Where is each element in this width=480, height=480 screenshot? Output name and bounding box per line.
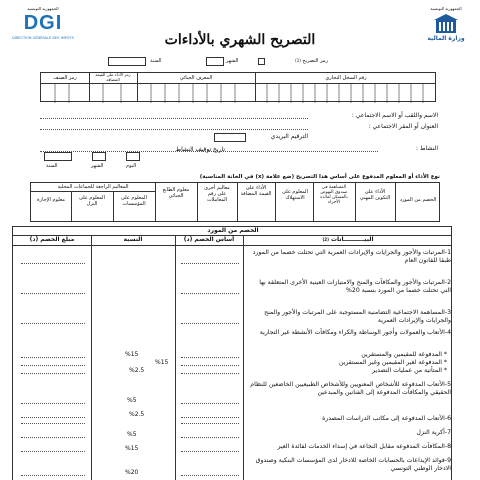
stop-month-label: الشهر [91, 163, 104, 169]
row-number: 2 [447, 279, 451, 286]
category-code-label: رمز الصنف [53, 75, 77, 81]
tax-col-divider [237, 183, 238, 221]
row-description: الأتعاب والعمولات وأجور الوساطة والكراء ومكافآت الأنشطة غير التجارية [259, 329, 445, 336]
base-field-9[interactable] [181, 475, 239, 476]
row-number: 8 [447, 443, 451, 450]
base-field-7[interactable] [181, 437, 239, 438]
amount-field-8[interactable] [21, 451, 85, 452]
tax-col-divider [355, 183, 356, 221]
withholding-row-6: 6-الأتعاب المدفوعة إلى مكاتب الدراسات المصدرة [322, 415, 451, 422]
year-label: السنة [150, 58, 162, 64]
tax-col-divider [395, 183, 396, 221]
col-base: أساس الخصم (د) [183, 236, 235, 243]
base-field-4c[interactable] [181, 373, 239, 374]
dgi-logo-block [8, 6, 78, 46]
rate-7: %5 [127, 431, 137, 438]
withholding-row-3: 3-المساهمة الاجتماعية التضامنية المستوجبة على المرتبات والأجور والمنح والجرايات والإيرادات العمرية [264, 309, 451, 324]
id-table-grid [41, 83, 437, 103]
vat-code-label: رمز الأداء على القيمة المضافة [95, 72, 131, 82]
row-description: المرتبات والأجور والجرايات والإيرادات العمرية التي تحتلت خصما من المورد طبقا للقانون العام [252, 249, 451, 264]
tax-id-label: المعرف الجبائي [179, 75, 213, 81]
stop-day-label: اليوم [126, 163, 137, 169]
col-description [245, 237, 451, 243]
tax-col-divider [313, 183, 314, 221]
tax-type-table [30, 182, 440, 222]
tax-type-stamp: معلوم الطابع الجبائي [162, 187, 190, 199]
rate-5a: %5 [127, 397, 137, 404]
amount-field-4b[interactable] [21, 365, 85, 366]
tax-type-vat: الأداء على القيمة المضافة [240, 185, 272, 197]
col-description-text: البيــــــــــانات [331, 236, 374, 243]
stop-date-label: تاريخ توقيف النشاط [175, 146, 225, 153]
amount-field-3[interactable] [21, 323, 85, 324]
withholding-col-divider [91, 235, 92, 480]
withholding-row-4-sub-3: * المتأتية من عمليات التصدير [372, 367, 447, 374]
rate-5b: %2.5 [129, 411, 145, 418]
stop-month-field[interactable] [92, 152, 106, 161]
amount-field-5b[interactable] [21, 417, 85, 418]
withholding-table [12, 226, 452, 480]
amount-field-2[interactable] [21, 293, 85, 294]
address-field[interactable] [40, 129, 308, 130]
tax-type-turnover: معاليم أخرى على رقم المعاملات [204, 185, 230, 203]
id-table [40, 72, 436, 102]
instructions-text: نوع الأداء أو المعلوم المدفوع على أساس هذا التصريح (ضع علامة (x) في الخانة المناسبة) [199, 174, 440, 180]
row-number: 4 [447, 329, 451, 336]
stop-year-label: السنة [46, 163, 58, 169]
base-field-8[interactable] [181, 451, 239, 452]
page-title: التصريح الشهري بالأداءات [164, 32, 316, 48]
tax-type-training: الأداء على التكوين المهني [359, 189, 391, 201]
col-amount: مبلغ الخصم (د) [29, 236, 75, 243]
tax-type-hotels: المعلوم على النزل [79, 195, 105, 207]
withholding-col-divider [243, 235, 244, 480]
dgi-logo: DGI [23, 12, 63, 34]
declaration-code-note: (1) [295, 58, 301, 63]
ministry-top-text: الجمهورية التونسية [430, 6, 462, 11]
declaration-code-text: رمز التصريح [302, 58, 328, 64]
ministry-building-icon [433, 13, 459, 35]
withholding-row-5: 5-الأتعاب المدفوعة للأشخاص المعنويين وللأشخاص الطبيعيين الخاضعين للنظام الحقيقي والمكافآت المدفوعة إلى الفنانين والمبدعين [250, 381, 451, 396]
row-description: المرتبات والأجور والمكافآت والمنح والامتيازات العينية الأخرى المتعلقة بها التي تحتلت خصما من المورد بنسبة 20% [259, 279, 451, 294]
base-field-1[interactable] [181, 263, 239, 264]
row-number: 1 [447, 249, 451, 256]
amount-field-1[interactable] [21, 263, 85, 264]
row-number: 3 [447, 309, 451, 316]
rate-4b: %15 [155, 359, 169, 366]
tax-col-divider [275, 183, 276, 221]
base-field-5b[interactable] [181, 417, 239, 418]
tax-type-consumption: المعلوم على الاستهلاك [282, 189, 308, 201]
base-field-6[interactable] [181, 423, 239, 424]
postal-field[interactable] [214, 133, 246, 142]
withholding-row-9: 9-فوائد الإيداعات بالحسابات الخاصة للادخار لدى المؤسسات البنكية وصندوق الادخار الوطني التونسي [255, 457, 451, 472]
amount-field-7[interactable] [21, 437, 85, 438]
amount-field-4c[interactable] [21, 373, 85, 374]
withholding-row-4-sub-2: * المدفوعة لغير المقيمين وغير المستقرين [338, 359, 447, 366]
withholding-col-divider [175, 235, 176, 480]
row-number: 9 [447, 457, 451, 464]
row-number: 5 [447, 381, 451, 388]
tax-type-withholding: الخصم من المورد [399, 197, 437, 203]
withholding-row-4: 4-الأتعاب والعمولات وأجور الوساطة والكراء ومكافآت الأنشطة غير التجارية [259, 329, 451, 336]
dgi-top-text: الجمهورية التونسية [27, 6, 59, 11]
stop-year-field[interactable] [44, 152, 72, 161]
rate-4a: %15 [125, 351, 139, 358]
base-field-2[interactable] [181, 293, 239, 294]
local-group-underline [31, 191, 155, 192]
withholding-row-4-sub-1: * المدفوعة للمقيمين والمستقرين [361, 351, 447, 358]
row-number: 7 [447, 429, 451, 436]
withholding-title: الخصم من المورد [207, 227, 259, 234]
withholding-row-2: 2-المرتبات والأجور والمكافآت والمنح والامتيازات العينية الأخرى المتعلقة بها التي تحتلت خصما من المورد بنسبة 20% [259, 279, 451, 294]
sub-item-text: المتأتية من عمليات التصدير [372, 367, 442, 374]
postal-label: الترقيم البريدي [270, 133, 308, 140]
sub-item-text: المدفوعة لغير المقيمين وغير المستقرين [338, 359, 442, 366]
tax-type-license: معلوم الإجازة [37, 197, 65, 203]
rate-4c: %2.5 [129, 367, 145, 374]
activity-label: النشاط : [416, 145, 438, 152]
withholding-row-1: 1-المرتبات والأجور والجرايات والإيرادات العمرية التي تحتلت خصما من المورد طبقا للقانون العام [252, 249, 451, 264]
amount-field-9[interactable] [21, 475, 85, 476]
month-label: الشهر [226, 58, 239, 64]
declaration-code-box[interactable] [258, 58, 265, 65]
base-field-4a[interactable] [181, 357, 239, 358]
row-description: المكافآت المدفوعة مقابل النجاعة في إسداء الخدمات لفائدة الغير [277, 443, 445, 450]
address-label: العنوان أو المقر الاجتماعي : [368, 123, 438, 130]
row-description: الأتعاب المدفوعة إلى مكاتب الدراسات المصدرة [322, 415, 445, 422]
row-number: 6 [447, 415, 451, 422]
withholding-row-8: 8-المكافآت المدفوعة مقابل النجاعة في إسداء الخدمات لفائدة الغير [277, 443, 451, 450]
col-rate: النسبة [123, 236, 143, 243]
row-description: المساهمة الاجتماعية التضامنية المستوجبة على المرتبات والأجور والمنح والجرايات والإيرادات العمرية [264, 309, 451, 324]
ministry-name: وزارة المالية [427, 35, 465, 42]
base-field-5a[interactable] [181, 403, 239, 404]
amount-field-4a[interactable] [21, 357, 85, 358]
ministry-logo-block [418, 6, 474, 50]
name-label: الاسم واللقب أو الاسم الاجتماعي : [351, 112, 438, 119]
tax-type-housing-fund: المساهمة في صندوق النهوض بالمسكن لفائدة الأجراء [320, 185, 348, 205]
name-field[interactable] [40, 118, 308, 119]
rate-8: %15 [125, 445, 139, 452]
sub-item-text: المدفوعة للمقيمين والمستقرين [361, 351, 442, 358]
base-field-4b[interactable] [181, 365, 239, 366]
tax-col-divider [71, 191, 72, 221]
rate-9: %20 [125, 469, 139, 476]
tax-col-divider [197, 183, 198, 221]
amount-field-6[interactable] [21, 423, 85, 424]
row-description: فوائد الإيداعات بالحسابات الخاصة للادخار لدى المؤسسات البنكية وصندوق الادخار الوطني التونسي [255, 457, 451, 472]
amount-field-5a[interactable] [21, 403, 85, 404]
commercial-reg-label: رقم السجل التجاري [325, 75, 367, 81]
base-field-3[interactable] [181, 323, 239, 324]
col-description-note: (2) [322, 237, 329, 242]
month-field[interactable] [206, 57, 224, 66]
tax-col-divider [155, 183, 156, 221]
tax-col-divider [113, 191, 114, 221]
declaration-code-label [268, 58, 328, 64]
tax-type-establishments: المعلوم على المؤسسات [121, 195, 147, 207]
stop-day-field[interactable] [126, 152, 140, 161]
withholding-row-7: 7-أكرية النزل [416, 429, 451, 436]
row-description: الأتعاب المدفوعة للأشخاص المعنويين وللأشخاص الطبيعيين الخاضعين للنظام الحقيقي والمكافآت المدفوعة إلى الفنانين والمبدعين [250, 381, 451, 396]
year-field[interactable] [108, 57, 146, 66]
withholding-header-line [13, 245, 451, 246]
local-authorities-group: المعاليم الراجعة للجماعات المحلية [57, 184, 129, 190]
dgi-subtitle: DIRECTION GÉNÉRALE DES IMPÔTS [12, 36, 74, 40]
row-description: أكرية النزل [416, 429, 445, 436]
